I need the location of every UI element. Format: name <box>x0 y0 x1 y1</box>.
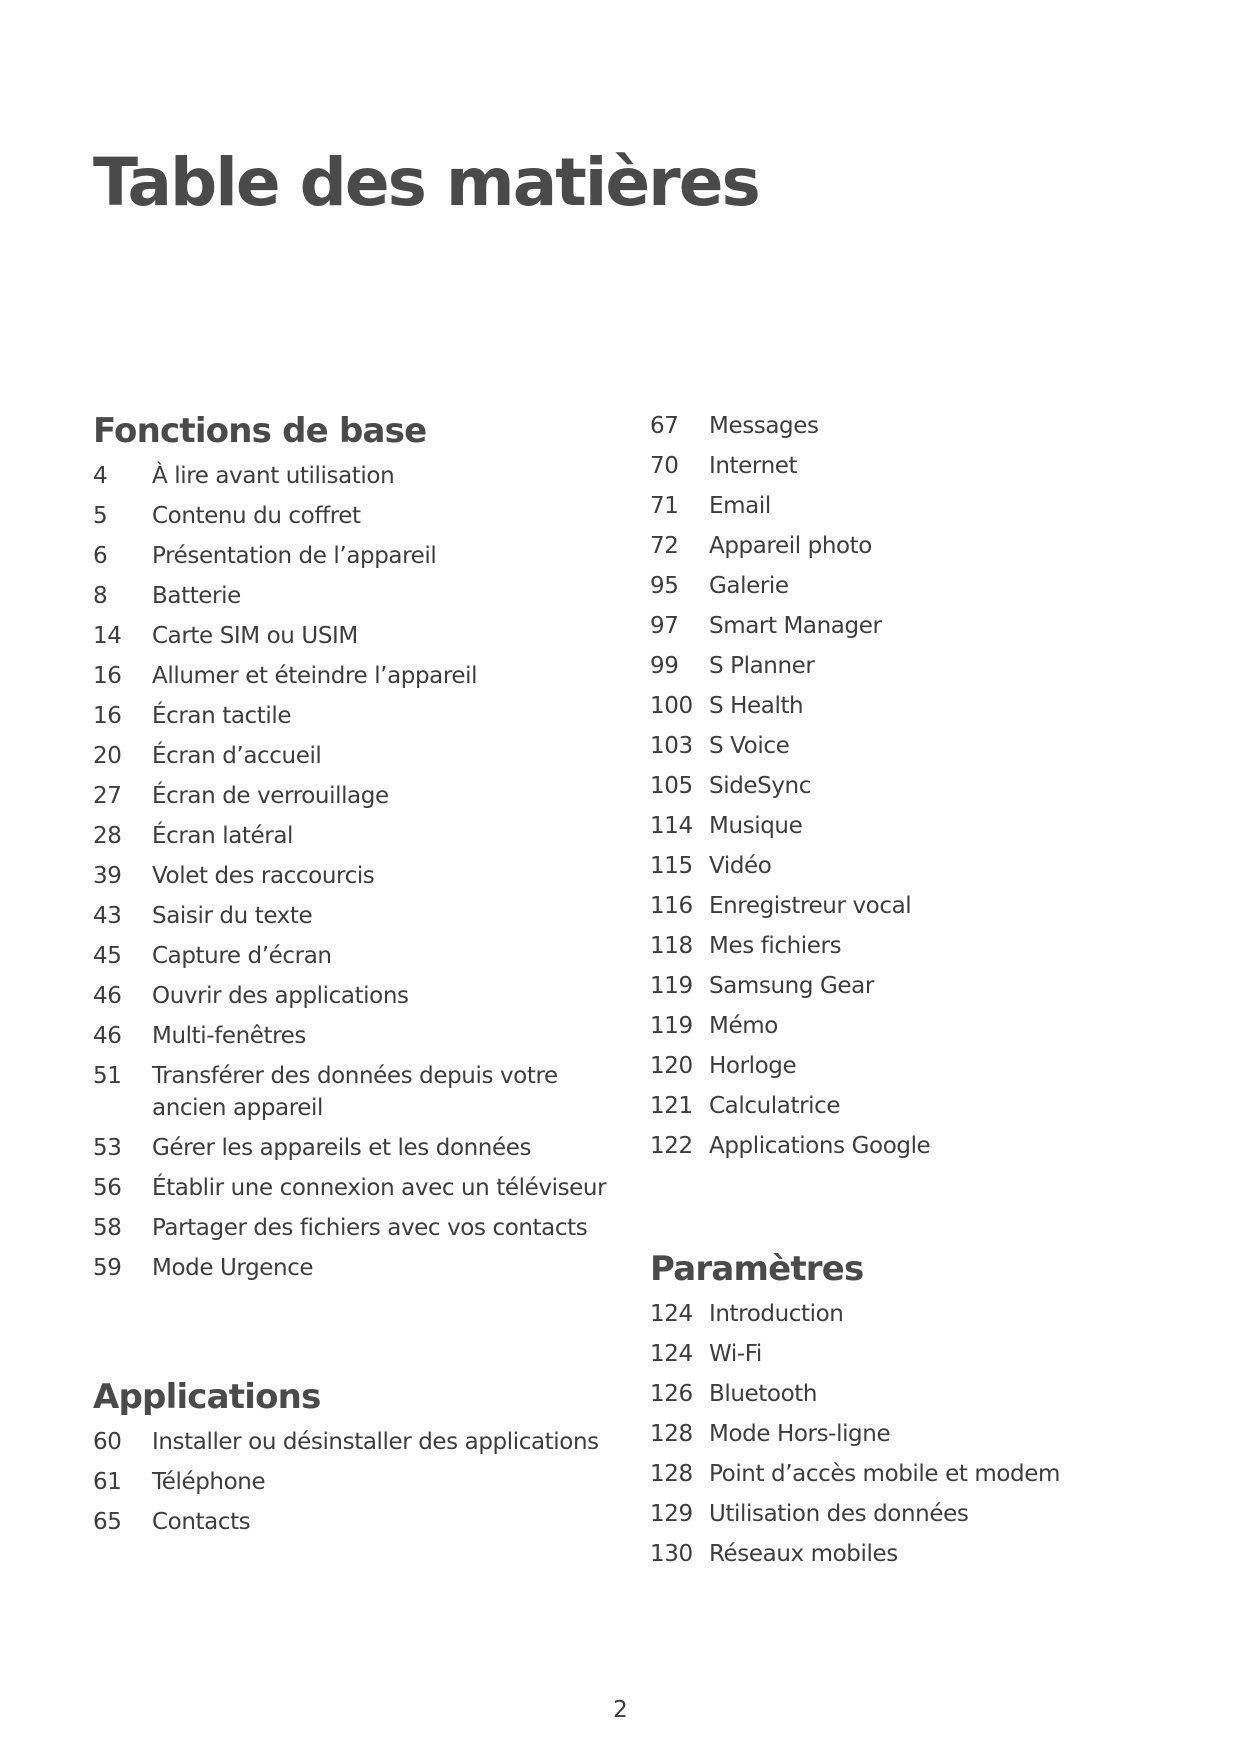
toc-entry[interactable] <box>650 1010 1170 1042</box>
section-applications <box>93 1374 613 1546</box>
toc-page-number: 46 <box>93 1023 122 1049</box>
toc-entry-title: Multi-fenêtres <box>152 1023 306 1049</box>
toc-page-number: 51 <box>93 1063 122 1089</box>
toc-entry[interactable] <box>650 530 1170 562</box>
toc-page-number: 70 <box>650 453 679 479</box>
toc-page-number: 120 <box>650 1053 693 1079</box>
section-heading[interactable]: Applications <box>93 1377 321 1417</box>
toc-entry-title: Carte SIM ou USIM <box>152 623 358 649</box>
toc-entry[interactable] <box>650 1458 1170 1490</box>
toc-entry[interactable] <box>650 450 1170 482</box>
toc-page-number: 124 <box>650 1301 693 1327</box>
toc-entry[interactable] <box>93 660 613 692</box>
toc-entry-title: Smart Manager <box>709 613 882 639</box>
section-heading[interactable]: Paramètres <box>650 1249 864 1289</box>
toc-entry[interactable] <box>93 1212 613 1244</box>
toc-entry[interactable] <box>650 1498 1170 1530</box>
toc-page-number: 105 <box>650 773 693 799</box>
toc-entry-title: Mémo <box>709 1013 778 1039</box>
toc-entry-title: Écran d’accueil <box>152 743 322 769</box>
toc-entry[interactable] <box>650 930 1170 962</box>
toc-page-number: 122 <box>650 1133 693 1159</box>
page-number: 2 <box>613 1697 628 1723</box>
toc-entry-title: Email <box>709 493 771 519</box>
toc-page-number: 100 <box>650 693 693 719</box>
toc-list <box>93 1426 613 1538</box>
toc-entry-title: Capture d’écran <box>152 943 332 969</box>
toc-entry-title: Volet des raccourcis <box>152 863 375 889</box>
toc-entry-title: Internet <box>709 453 798 479</box>
toc-entry-title: Installer ou désinstaller des applications <box>152 1429 599 1455</box>
toc-entry[interactable] <box>650 1418 1170 1450</box>
toc-entry[interactable] <box>93 860 613 892</box>
toc-entry-title: Contacts <box>152 1509 251 1535</box>
toc-list <box>650 410 1170 1162</box>
toc-entry[interactable] <box>93 500 613 532</box>
toc-entry[interactable] <box>650 850 1170 882</box>
toc-page-number: 115 <box>650 853 693 879</box>
toc-entry[interactable] <box>93 1172 613 1204</box>
toc-page-number: 124 <box>650 1341 693 1367</box>
toc-entry-title: Transférer des données depuis votre ancien appareil <box>152 1063 558 1121</box>
toc-entry-title: Galerie <box>709 573 789 599</box>
toc-entry-title: Wi-Fi <box>709 1341 762 1367</box>
toc-entry[interactable] <box>93 700 613 732</box>
toc-entry[interactable] <box>650 770 1170 802</box>
toc-page-number: 126 <box>650 1381 693 1407</box>
toc-page-number: 95 <box>650 573 679 599</box>
toc-page-number: 67 <box>650 413 679 439</box>
toc-page-number: 65 <box>93 1509 122 1535</box>
toc-entry[interactable] <box>93 820 613 852</box>
toc-page-number: 39 <box>93 863 122 889</box>
toc-entry[interactable] <box>650 810 1170 842</box>
toc-entry-title: Réseaux mobiles <box>709 1541 898 1567</box>
toc-page-number: 14 <box>93 623 122 649</box>
toc-entry-title: Contenu du coffret <box>152 503 361 529</box>
toc-page-number: 4 <box>93 463 108 489</box>
toc-list <box>650 1298 1170 1570</box>
toc-page-number: 128 <box>650 1421 693 1447</box>
toc-page-number: 119 <box>650 1013 693 1039</box>
section-parametres <box>650 1246 1170 1578</box>
toc-entry-title: À lire avant utilisation <box>152 463 395 489</box>
toc-entry[interactable] <box>650 1130 1170 1162</box>
toc-entry[interactable] <box>93 900 613 932</box>
toc-page-number: 129 <box>650 1501 693 1527</box>
toc-entry[interactable] <box>93 1426 613 1458</box>
toc-page-number: 114 <box>650 813 693 839</box>
toc-entry[interactable] <box>93 1466 613 1498</box>
toc-entry-title: Calculatrice <box>709 1093 841 1119</box>
toc-entry[interactable] <box>93 1132 613 1164</box>
page-title: Table des matières <box>93 144 759 221</box>
toc-entry-title: Batterie <box>152 583 241 609</box>
toc-entry-title: Samsung Gear <box>709 973 874 999</box>
toc-page-number: 118 <box>650 933 693 959</box>
toc-page-number: 28 <box>93 823 122 849</box>
toc-entry[interactable] <box>93 1060 613 1124</box>
toc-entry-title: Écran de verrouillage <box>152 783 389 809</box>
toc-page-number: 61 <box>93 1469 122 1495</box>
toc-page-number: 8 <box>93 583 108 609</box>
toc-page-number: 16 <box>93 663 122 689</box>
toc-entry-title: S Voice <box>709 733 790 759</box>
section-fonctions-de-base <box>93 408 613 1292</box>
toc-entry-title: Introduction <box>709 1301 844 1327</box>
toc-entry[interactable] <box>650 410 1170 442</box>
toc-entry[interactable] <box>93 540 613 572</box>
toc-page-number: 20 <box>93 743 122 769</box>
toc-entry[interactable] <box>93 740 613 772</box>
toc-entry[interactable] <box>93 780 613 812</box>
toc-entry[interactable] <box>93 980 613 1012</box>
toc-entry-title: Écran tactile <box>152 703 292 729</box>
toc-entry-title: Établir une connexion avec un téléviseur <box>152 1175 607 1201</box>
toc-entry-title: Présentation de l’appareil <box>152 543 437 569</box>
toc-entry-title: Messages <box>709 413 819 439</box>
toc-entry-title: Mode Urgence <box>152 1255 314 1281</box>
toc-page-number: 5 <box>93 503 108 529</box>
toc-entry[interactable] <box>650 1090 1170 1122</box>
toc-entry[interactable] <box>650 890 1170 922</box>
toc-entry[interactable] <box>650 690 1170 722</box>
toc-entry-title: Musique <box>709 813 803 839</box>
toc-page-number: 128 <box>650 1461 693 1487</box>
toc-page-number: 60 <box>93 1429 122 1455</box>
toc-entry[interactable] <box>650 1298 1170 1330</box>
toc-entry-title: Mes fichiers <box>709 933 842 959</box>
toc-list <box>93 460 613 1284</box>
toc-entry[interactable] <box>650 970 1170 1002</box>
toc-page-number: 121 <box>650 1093 693 1119</box>
toc-entry[interactable] <box>93 620 613 652</box>
toc-entry-title: Gérer les appareils et les données <box>152 1135 532 1161</box>
toc-entry-title: Vidéo <box>709 853 772 879</box>
toc-entry-title: Applications Google <box>709 1133 931 1159</box>
toc-entry[interactable] <box>93 1506 613 1538</box>
toc-entry-title: SideSync <box>709 773 811 799</box>
toc-page-number: 130 <box>650 1541 693 1567</box>
toc-entry-title: Partager des fichiers avec vos contacts <box>152 1215 588 1241</box>
toc-entry[interactable] <box>650 1050 1170 1082</box>
toc-entry-title: S Health <box>709 693 804 719</box>
toc-entry[interactable] <box>650 570 1170 602</box>
toc-entry-title: Écran latéral <box>152 823 294 849</box>
toc-entry-title: Utilisation des données <box>709 1501 969 1527</box>
toc-page-number: 71 <box>650 493 679 519</box>
toc-page-number: 43 <box>93 903 122 929</box>
section-heading[interactable]: Fonctions de base <box>93 411 427 451</box>
toc-entry[interactable] <box>650 1538 1170 1570</box>
toc-entry-title: Allumer et éteindre l’appareil <box>152 663 478 689</box>
toc-entry-title: Appareil photo <box>709 533 872 559</box>
toc-page-number: 56 <box>93 1175 122 1201</box>
toc-page-number: 103 <box>650 733 693 759</box>
toc-entry-title: Mode Hors-ligne <box>709 1421 891 1447</box>
toc-entry[interactable] <box>93 580 613 612</box>
toc-page-number: 116 <box>650 893 693 919</box>
toc-page-number: 53 <box>93 1135 122 1161</box>
toc-entry[interactable] <box>650 650 1170 682</box>
toc-entry-title: Téléphone <box>152 1469 266 1495</box>
toc-page-number: 72 <box>650 533 679 559</box>
toc-entry[interactable] <box>93 460 613 492</box>
toc-entry-title: Bluetooth <box>709 1381 818 1407</box>
toc-entry[interactable] <box>650 1378 1170 1410</box>
toc-entry-title: Horloge <box>709 1053 797 1079</box>
toc-entry-title: S Planner <box>709 653 815 679</box>
toc-entry[interactable] <box>93 1020 613 1052</box>
toc-page-number: 16 <box>93 703 122 729</box>
toc-page-number: 45 <box>93 943 122 969</box>
toc-page-number: 119 <box>650 973 693 999</box>
toc-entry[interactable] <box>650 610 1170 642</box>
toc-entry[interactable] <box>650 1338 1170 1370</box>
toc-entry-title: Saisir du texte <box>152 903 313 929</box>
toc-page-number: 46 <box>93 983 122 1009</box>
toc-entry[interactable] <box>93 1252 613 1284</box>
toc-entry[interactable] <box>650 730 1170 762</box>
toc-entry-title: Enregistreur vocal <box>709 893 912 919</box>
toc-entry-title: Ouvrir des applications <box>152 983 409 1009</box>
toc-page-number: 27 <box>93 783 122 809</box>
toc-page-number: 99 <box>650 653 679 679</box>
toc-entry-title: Point d’accès mobile et modem <box>709 1461 1060 1487</box>
toc-entry[interactable] <box>93 940 613 972</box>
section-applications-continued <box>650 410 1170 1170</box>
toc-page-number: 58 <box>93 1215 122 1241</box>
toc-page-number: 97 <box>650 613 679 639</box>
toc-page-number: 59 <box>93 1255 122 1281</box>
toc-page-number: 6 <box>93 543 108 569</box>
toc-entry[interactable] <box>650 490 1170 522</box>
